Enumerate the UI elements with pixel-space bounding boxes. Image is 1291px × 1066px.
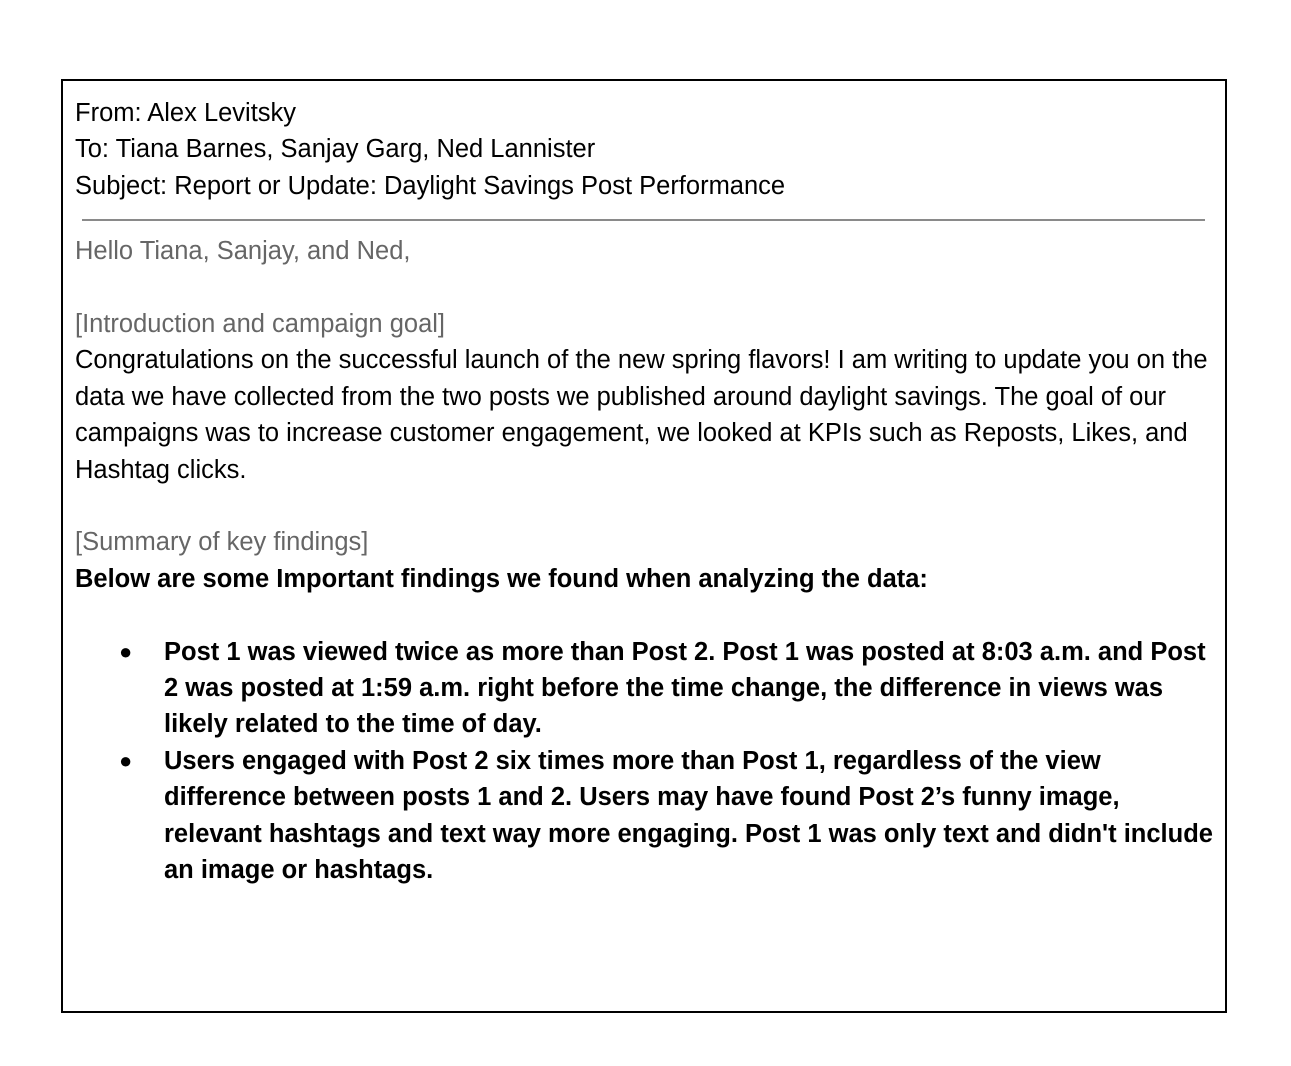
header-divider <box>82 219 1205 221</box>
intro-heading: [Introduction and campaign goal] <box>75 310 445 339</box>
email-content <box>75 95 1213 888</box>
bullet-icon: ● <box>119 747 133 773</box>
spacer <box>75 488 1213 524</box>
list-item <box>75 743 1213 889</box>
from-line: From: Alex Levitsky <box>75 99 297 127</box>
findings-list <box>75 634 1213 889</box>
greeting: Hello Tiana, Sanjay, and Ned, <box>75 237 411 266</box>
bullet-icon: ● <box>119 638 133 664</box>
summary-heading: [Summary of key findings] <box>75 528 369 557</box>
subject-line: Subject: Report or Update: Daylight Savings Post Performance <box>75 171 786 200</box>
to-line: To: Tiana Barnes, Sanjay Garg, Ned Lannister <box>75 135 596 164</box>
spacer <box>75 597 1213 633</box>
email-document-frame <box>61 79 1227 1013</box>
intro-paragraph: Congratulations on the successful launch of the new spring flavors! I am writing to update you on the data we have collected from the two posts we published around daylight savings. The goal of our campaigns was to increase customer engagement, we looked at KPIs such as Reposts, Likes, and Hashtag clicks. <box>75 346 1208 484</box>
finding-text: Users engaged with Post 2 six times more than Post 1, regardless of the view difference between posts 1 and 2. Users may have found Post 2’s funny image, relevant hashtags and text way more engaging. Post 1 was only text and didn't include an image or hashtags. <box>164 746 1213 885</box>
list-item <box>75 634 1213 743</box>
summary-lead: Below are some Important findings we found when analyzing the data: <box>75 564 928 593</box>
spacer <box>75 270 1213 306</box>
finding-text: Post 1 was viewed twice as more than Post 2. Post 1 was posted at 8:03 a.m. and Post 2 was posted at 1:59 a.m. right before the time change, the difference in views was likely related to the time of day. <box>164 637 1206 739</box>
